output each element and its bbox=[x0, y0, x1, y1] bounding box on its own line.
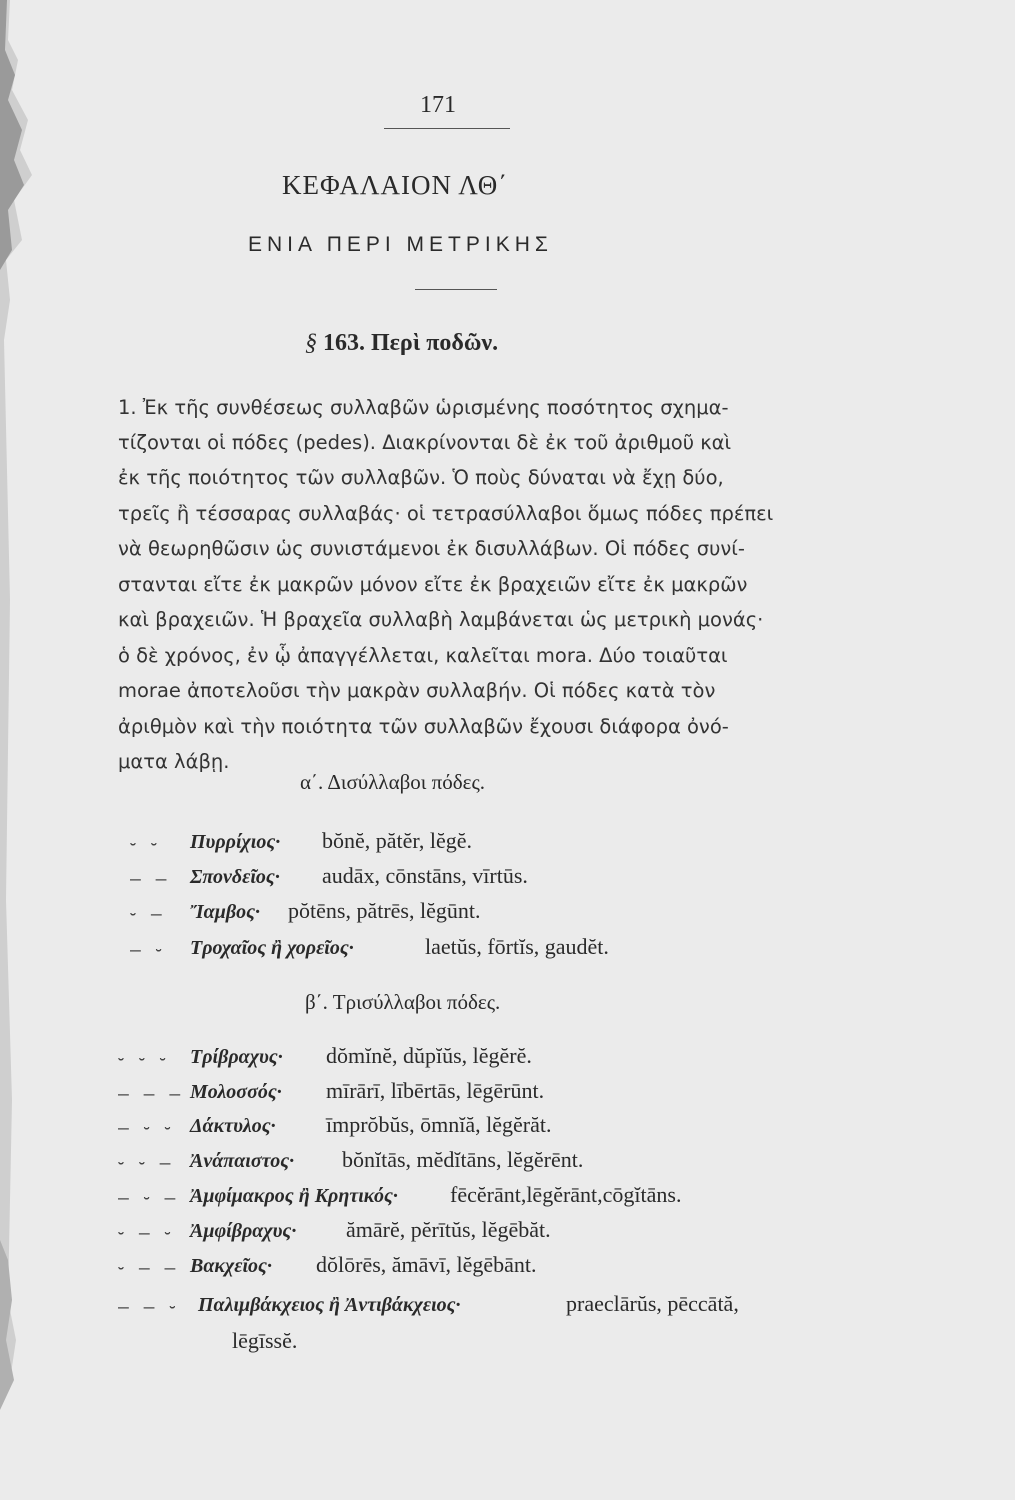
foot-name: Σπονδεῖος· bbox=[190, 866, 280, 888]
group-heading: β΄. Τρισύλλαβοι πόδες. bbox=[305, 990, 501, 1014]
paragraph-line: ἀριθμὸν καὶ τὴν ποιότητα τῶν συλλαβῶν ἔχουσι διάφορα ὀνό- bbox=[118, 715, 729, 738]
paragraph-line: νὰ θεωρηθῶσιν ὡς συνιστάμενοι ἐκ δισυλλάβων. Οἱ πόδες συνί- bbox=[118, 537, 745, 560]
meter-symbol: ⏑ ⏑ ⏑ bbox=[118, 1049, 168, 1070]
section-number: 163. bbox=[323, 330, 365, 356]
foot-examples: praeclārŭs, pēccātă, bbox=[566, 1291, 739, 1316]
foot-examples: pŏtēns, pătrēs, lĕgūnt. bbox=[288, 898, 481, 923]
foot-name: Μολοσσός· bbox=[190, 1081, 282, 1103]
meter-symbol: – – – bbox=[118, 1084, 183, 1105]
foot-examples: fēcĕrānt,lēgĕrānt,cōgĭtāns. bbox=[450, 1182, 682, 1207]
foot-examples-continuation: lēgīssĕ. bbox=[232, 1328, 298, 1353]
paragraph-line: ἐκ τῆς ποιότητος τῶν συλλαβῶν. Ὁ ποὺς δύναται νὰ ἔχῃ δύο, bbox=[118, 466, 724, 489]
foot-examples: bŏnĕ, pătĕr, lĕgĕ. bbox=[322, 828, 472, 853]
foot-name: Βακχεῖος· bbox=[190, 1255, 272, 1277]
foot-name: Πυρρίχιος· bbox=[190, 831, 281, 853]
page-number: 171 bbox=[420, 92, 456, 118]
paragraph-line: morae ἀποτελοῦσι τὴν μακρὰν συλλαβήν. Οἱ πόδες κατὰ τὸν bbox=[118, 679, 716, 702]
paragraph-line: στανται εἴτε ἐκ μακρῶν μόνον εἴτε ἐκ βραχειῶν εἴτε ἐκ μακρῶν bbox=[118, 573, 748, 596]
section-heading bbox=[305, 330, 498, 357]
meter-symbol: ⏑ ⏑ – bbox=[118, 1153, 173, 1174]
foot-name: Ἀνάπαιστος· bbox=[190, 1150, 295, 1172]
meter-symbol: – ⏑ ⏑ bbox=[118, 1118, 173, 1139]
divider bbox=[384, 128, 510, 129]
paragraph-line: ματα λάβῃ. bbox=[118, 750, 230, 773]
foot-name: Ἀμφίβραχυς· bbox=[190, 1220, 297, 1242]
paragraph-line: καὶ βραχειῶν. Ἡ βραχεῖα συλλαβὴ λαμβάνεται ὡς μετρικὴ μονάς· bbox=[118, 608, 764, 631]
foot-name: Ἴαμβος· bbox=[190, 901, 260, 923]
foot-name: Τρίβραχυς· bbox=[190, 1046, 283, 1068]
foot-examples: audāx, cōnstāns, vīrtūs. bbox=[322, 863, 528, 888]
foot-examples: dŏmĭnĕ, dŭpĭŭs, lĕgĕrĕ. bbox=[326, 1043, 532, 1068]
foot-name: Παλιμβάκχειος ἢ Ἀντιβάκχειος· bbox=[198, 1294, 461, 1316]
foot-examples: ămārĕ, pĕrītŭs, lĕgēbăt. bbox=[346, 1217, 551, 1242]
chapter-title: ΚΕΦΑΛΑΙΟΝ ΛΘ΄ bbox=[282, 170, 509, 200]
foot-examples: dŏlōrēs, ămāvī, lĕgēbānt. bbox=[316, 1252, 537, 1277]
section-title: Περὶ ποδῶν. bbox=[371, 330, 499, 356]
section-mark: § bbox=[305, 330, 317, 356]
meter-symbol: – – ⏑ bbox=[118, 1297, 178, 1318]
foot-examples: mīrārī, lībērtās, lēgērūnt. bbox=[326, 1078, 545, 1103]
foot-name: Δάκτυλος· bbox=[190, 1115, 276, 1137]
foot-name: Ἀμφίμακρος ἢ Κρητικός· bbox=[190, 1185, 398, 1207]
meter-symbol: – ⏑ bbox=[130, 940, 164, 961]
meter-symbol: ⏑ ⏑ bbox=[130, 834, 159, 855]
foot-name: Τροχαῖος ἢ χορεῖος· bbox=[190, 937, 354, 959]
paragraph-line: 1. Ἐκ τῆς συνθέσεως συλλαβῶν ὡρισμένης ποσότητος σχημα- bbox=[118, 396, 729, 419]
foot-examples: bŏnĭtās, mĕdĭtāns, lĕgĕrēnt. bbox=[342, 1147, 584, 1172]
meter-symbol: – – bbox=[130, 869, 169, 890]
meter-symbol: ⏑ – ⏑ bbox=[118, 1223, 173, 1244]
paragraph-line: τίζονται οἱ πόδες (pedes). Διακρίνονται δὲ ἐκ τοῦ ἀριθμοῦ καὶ bbox=[118, 431, 732, 454]
meter-symbol: – ⏑ – bbox=[118, 1188, 178, 1209]
meter-symbol: ⏑ – – bbox=[118, 1258, 178, 1279]
group-heading: α΄. Δισύλλαβοι πόδες. bbox=[300, 770, 486, 794]
foot-examples: laetŭs, fōrtĭs, gaudĕt. bbox=[425, 934, 609, 959]
foot-examples: īmprŏbŭs, ōmnĭă, lĕgĕrăt. bbox=[326, 1112, 552, 1137]
torn-edge bbox=[0, 0, 60, 1500]
paragraph-line: τρεῖς ἢ τέσσαρας συλλαβάς· οἱ τετρασύλλαβοι ὅμως πόδες πρέπει bbox=[118, 502, 774, 525]
meter-symbol: ⏑ – bbox=[130, 904, 164, 925]
chapter-subtitle: ΕΝΙΑ ΠΕΡΙ ΜΕΤΡΙΚΗΣ bbox=[248, 233, 553, 256]
divider bbox=[415, 289, 497, 290]
paragraph-line: ὁ δὲ χρόνος, ἐν ᾧ ἀπαγγέλλεται, καλεῖται mora. Δύο τοιαῦται bbox=[118, 644, 728, 667]
